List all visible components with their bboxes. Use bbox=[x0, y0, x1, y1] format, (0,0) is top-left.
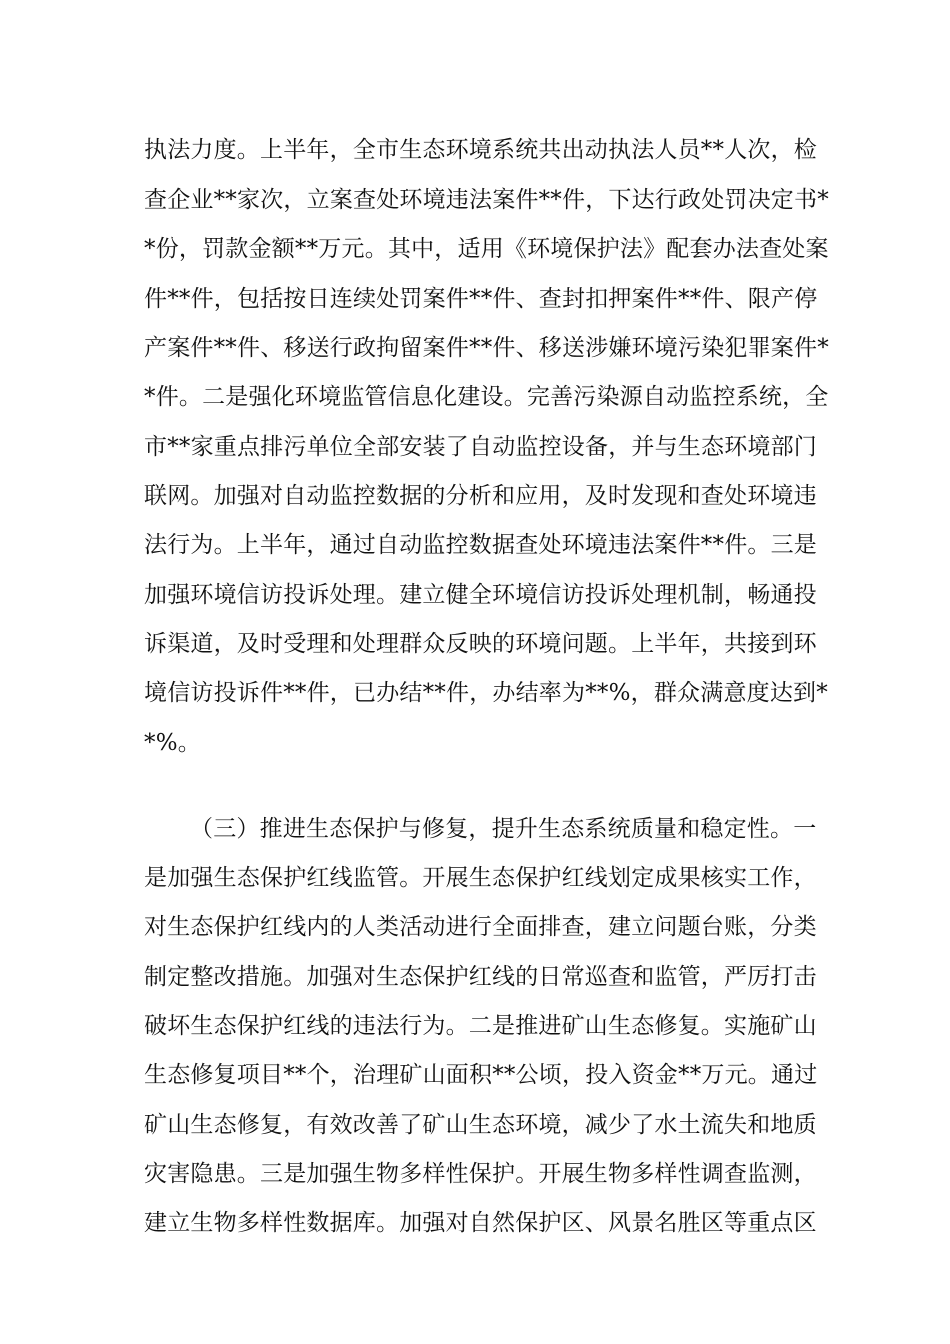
text-line: 生态修复项目**个，治理矿山面积**公顷，投入资金**万元。通过 bbox=[144, 1062, 818, 1088]
text-line: 查企业**家次，立案查处环境违法案件**件，下达行政处罚决定书* bbox=[144, 187, 829, 213]
text-line: 件**件，包括按日连续处罚案件**件、查封扣押案件**件、限产停 bbox=[144, 286, 818, 312]
text-line: 破坏生态保护红线的违法行为。二是推进矿山生态修复。实施矿山 bbox=[144, 1013, 817, 1039]
text-line: 矿山生态修复，有效改善了矿山生态环境，减少了水土流失和地质 bbox=[144, 1112, 817, 1138]
text-line: 建立生物多样性数据库。加强对自然保护区、风景名胜区等重点区 bbox=[144, 1210, 817, 1236]
text-line: 灾害隐患。三是加强生物多样性保护。开展生物多样性调查监测， bbox=[144, 1161, 817, 1187]
text-line: 境信访投诉件**件，已办结**件，办结率为**%，群众满意度达到* bbox=[144, 680, 828, 706]
text-line: 制定整改措施。加强对生态保护红线的日常巡查和监管，严厉打击 bbox=[144, 964, 817, 990]
text-line: *份，罚款金额**万元。其中，适用《环境保护法》配套办法查处案 bbox=[144, 236, 829, 262]
text-line: 产案件**件、移送行政拘留案件**件、移送涉嫌环境污染犯罪案件* bbox=[144, 335, 829, 361]
text-line: 是加强生态保护红线监管。开展生态保护红线划定成果核实工作， bbox=[144, 865, 817, 891]
text-line: 市**家重点排污单位全部安装了自动监控设备，并与生态环境部门 bbox=[144, 434, 817, 460]
text-line: 联网。加强对自动监控数据的分析和应用，及时发现和查处环境违 bbox=[144, 483, 817, 509]
text-line: 对生态保护红线内的人类活动进行全面排查，建立问题台账，分类 bbox=[144, 914, 817, 940]
text-line: 加强环境信访投诉处理。建立健全环境信访投诉处理机制，畅通投 bbox=[144, 582, 817, 608]
text-line: 法行为。上半年，通过自动监控数据查处环境违法案件**件。三是 bbox=[144, 532, 817, 558]
text-line: *%。 bbox=[144, 730, 201, 756]
text-line: 诉渠道，及时受理和处理群众反映的环境问题。上半年，共接到环 bbox=[144, 631, 817, 657]
text-line: *件。二是强化环境监管信息化建设。完善污染源自动监控系统，全 bbox=[144, 384, 829, 410]
section-heading-line: （三）推进生态保护与修复，提升生态系统质量和稳定性。一 bbox=[190, 816, 817, 842]
text-line: 执法力度。上半年，全市生态环境系统共出动执法人员**人次，检 bbox=[144, 137, 817, 163]
